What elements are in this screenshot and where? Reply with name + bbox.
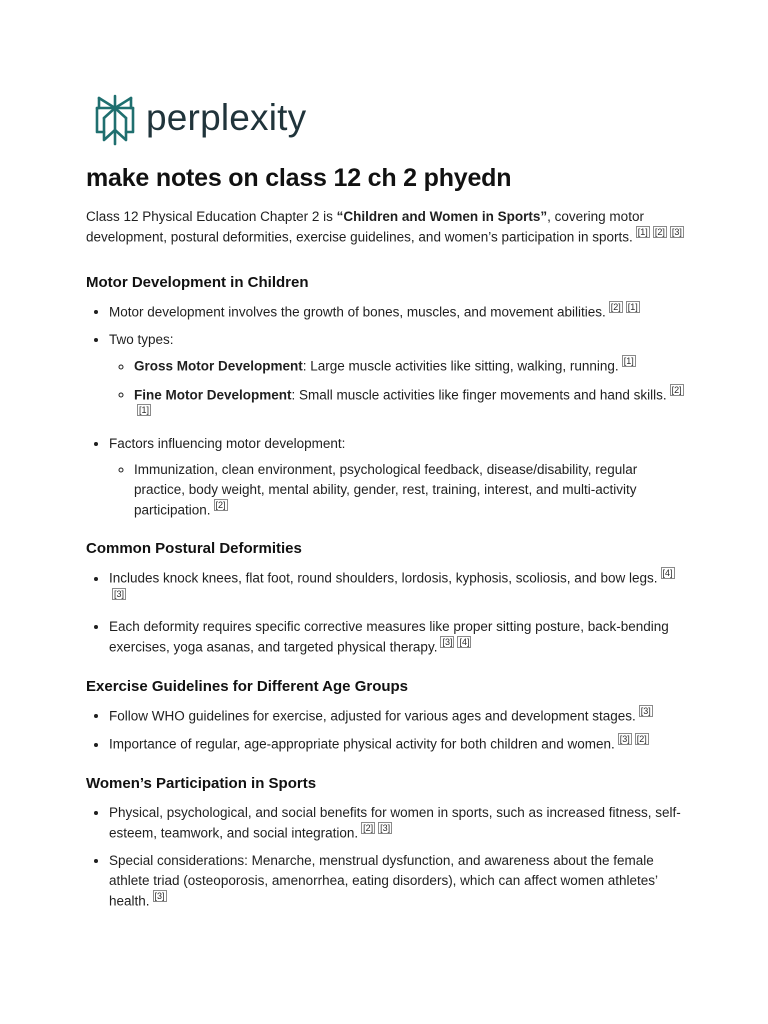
list-item (109, 617, 686, 658)
citation-link[interactable]: [3] (380, 822, 391, 833)
section-heading-womens-participation: Women’s Participation in Sports (86, 774, 317, 792)
citation-link[interactable]: [4] (662, 568, 673, 578)
citation-link[interactable]: [2] (610, 301, 621, 312)
motor-types-sublist (109, 356, 686, 426)
citation-link[interactable]: [3] (154, 891, 165, 901)
perplexity-logo (94, 92, 686, 148)
list-item-text: Includes knock knees, flat foot, round shoulders, lordosis, kyphosis, scoliosis, and bow legs. (109, 570, 658, 586)
citation-link[interactable]: [1] (623, 356, 634, 366)
list-item-text: Special considerations: Menarche, menstrual dysfunction, and awareness about the female athlete triad (osteoporosis, amenorrhea, eating disorders), which can affect women athletes’ health. (109, 853, 658, 909)
list-item-bold: Gross Motor Development (134, 358, 303, 374)
citation-link[interactable]: [2] (671, 384, 682, 395)
postural-deformities-list (86, 568, 686, 658)
intro-text-end: , covering motor development, postural deformities, exercise guidelines, and women’s participation in sports. (86, 209, 644, 245)
list-item (134, 385, 686, 426)
citation-link[interactable]: [3] (442, 637, 453, 647)
citation-link[interactable]: [1] (637, 227, 648, 237)
section-heading-motor-development: Motor Development in Children (86, 273, 309, 291)
citation-link[interactable]: [4] (459, 637, 470, 647)
list-item (109, 734, 686, 755)
motor-development-list (86, 302, 686, 521)
list-item-text: Motor development involves the growth of bones, muscles, and movement abilities. (109, 304, 606, 319)
list-item-text: Factors influencing motor development: (109, 435, 346, 451)
womens-participation-list (86, 803, 686, 912)
list-item-text: Two types: (109, 332, 174, 347)
list-item (134, 460, 686, 521)
citation-link[interactable]: [2] (215, 499, 226, 510)
motor-factors-sublist (109, 460, 686, 521)
list-item (109, 851, 686, 912)
list-item-text: : Small muscle activities like finger movements and hand skills. (291, 387, 667, 402)
citation-link[interactable]: [3] (114, 588, 125, 599)
citation-link[interactable]: [2] (363, 822, 374, 833)
section-heading-postural-deformities: Common Postural Deformities (86, 540, 302, 557)
intro-text-start: Class 12 Physical Education Chapter 2 is (86, 209, 337, 224)
page-title: make notes on class 12 ch 2 phyedn (86, 164, 512, 192)
exercise-guidelines-list (86, 706, 686, 755)
citation-link[interactable]: [3] (640, 705, 651, 716)
citation-link[interactable]: [3] (671, 227, 682, 237)
list-item-text: Importance of regular, age-appropriate physical activity for both children and women. (109, 736, 615, 752)
perplexity-wordmark: perplexity (146, 96, 307, 138)
list-item-text: Immunization, clean environment, psychological feedback, disease/disability, regular practice, body weight, mental ability, gender, rest, training, interest, and multi-activity participation. (134, 461, 638, 517)
list-item (109, 330, 686, 426)
section-heading-exercise-guidelines: Exercise Guidelines for Different Age Groups (86, 677, 409, 695)
intro-chapter-title: “Children and Women in Sports” (336, 209, 548, 224)
list-item (109, 434, 686, 521)
list-item-text: Follow WHO guidelines for exercise, adjusted for various ages and development stages. (109, 708, 636, 723)
list-item (109, 302, 686, 323)
citation-link[interactable]: [1] (139, 405, 150, 415)
list-item (134, 356, 686, 377)
list-item-bold: Fine Motor Development (134, 387, 292, 402)
list-item (109, 568, 686, 609)
list-item (109, 706, 686, 727)
list-item-text: Physical, psychological, and social benefits for women in sports, such as increased fitness, self-esteem, teamwork, and social integration. (109, 804, 681, 840)
intro-paragraph (86, 207, 686, 248)
citation-link[interactable]: [1] (627, 301, 638, 312)
citation-link[interactable]: [2] (654, 227, 665, 237)
list-item-text: Each deformity requires specific corrective measures like proper sitting posture, back-bending exercises, yoga asanas, and targeted physical therapy. (109, 619, 669, 655)
list-item-text: : Large muscle activities like sitting, walking, running. (302, 358, 619, 374)
list-item (109, 803, 686, 844)
document-page (86, 92, 686, 920)
citation-link[interactable]: [3] (619, 734, 630, 744)
perplexity-logo-icon (94, 94, 136, 146)
citation-link[interactable]: [2] (636, 734, 647, 744)
